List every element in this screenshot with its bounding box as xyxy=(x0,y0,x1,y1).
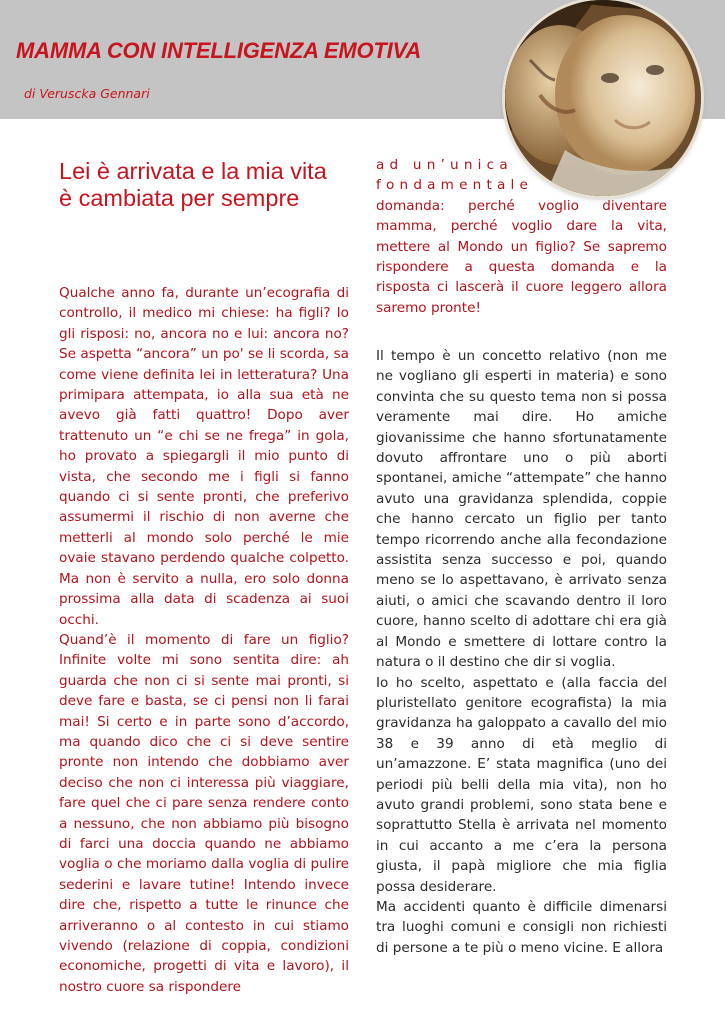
paragraph: Ma accidenti quanto è difficile dimenarsi tra luoghi comuni e consigli non richiesti di persone a te più o meno vicine. E allora xyxy=(376,898,667,956)
right-column xyxy=(376,346,667,958)
left-column xyxy=(59,283,349,997)
paragraph: Quand’è il momento di fare un figlio? Infinite volte mi sono sentita dire: ah guarda che non ci si sente mai pronti, si deve fare e basta, se ci pensi non li farai mai! Si certo e in parte sono d’accordo, ma quando dico che ci si deve sentire pronte non intendo che dobbiamo aver deciso che non ci interessa più viaggiare, fare quel che ci pare senza rendere conto a nessuno, che non abbiamo più bisogno di farci una doccia quando ne abbiamo voglia o che moriamo dalla voglia di pulire sederini e lavare tutine! Intendo invece dire che, rispetto a tutte le rinunce che arriveranno o al contesto in cui stiamo vivendo (relazione di coppia, condizioni economiche, progetti di vita e lavoro), il nostro cuore sa rispondere xyxy=(59,631,349,995)
author-byline: di Veruscka Gennari xyxy=(24,86,150,101)
article-title: Lei è arrivata e la mia vita è cambiata per sempre xyxy=(59,158,327,211)
intro-wrap-line: ad un’unica xyxy=(376,157,513,173)
intro-wrap-line: fondamentale xyxy=(376,177,534,194)
paragraph: domanda: perché voglio diventare mamma, perché voglio dare la vita, mettere al Mondo un figlio? Se sapremo rispondere a questa domanda e la risposta ci lascerà il cuore leggero allora saremo pronte! xyxy=(376,197,667,316)
right-column-intro xyxy=(376,155,667,318)
paragraph: Il tempo è un concetto relativo (non me ne vogliano gli esperti in materia) e sono convinta che su questo tema non si possa veramente mai dire. Ho amiche giovanissime che hanno sfortunatamente dovuto affrontare uno o più aborti spontanei, amiche “attempate” che hanno avuto una gravidanza splendida, coppie che hanno cercato un figlio per tanto tempo ricorrendo anche alla fecondazione assistita senza successo e poi, quando meno se lo aspettavano, è arrivato senza aiuti, o amici che scavando dentro il loro cuore, hanno scelto di adottare chi era già al Mondo e smettere di lottare contro la natura o il destino che dir si voglia. xyxy=(376,348,667,671)
paragraph: Qualche anno fa, durante un’ecografia di controllo, il medico mi chiese: ha figli? Io gli risposi: no, ancora no e lui: ancora no? Se aspetta “ancora” un po' se li scorda, sa come viene definita lei in letteratura? Una primipara attempata, io alla sua età ne avevo già fatti quattro! Dopo aver trattenuto un “e chi se ne frega” in gola, ho provato a spiegargli il mio punto di vista, che secondo me i figli si fanno quando ci si sente pronti, che preferivo assumermi il rischio di non averne che metterli al mondo solo perché le mie ovaie stavano perdendo qualche colpetto. Ma non è servito a nulla, ero solo donna prossima alla data di scadenza ai suoi occhi. xyxy=(59,285,349,628)
paragraph: Io ho scelto, aspettato e (alla faccia del pluristellato genitore ecografista) la mia gravidanza ha galoppato a cavallo del mio 38 e 39 anno di età meglio di un’amazzone. E’ stata magnifica (uno dei periodi più belli della mia vita), non ho avuto grandi problemi, sono stata bene e soprattutto Stella è arrivata nel momento in cui accanto a me c’era la persona giusta, il papà migliore che mia figlia possa desiderare. xyxy=(376,674,667,895)
section-title: MAMMA CON INTELLIGENZA EMOTIVA xyxy=(16,38,422,63)
